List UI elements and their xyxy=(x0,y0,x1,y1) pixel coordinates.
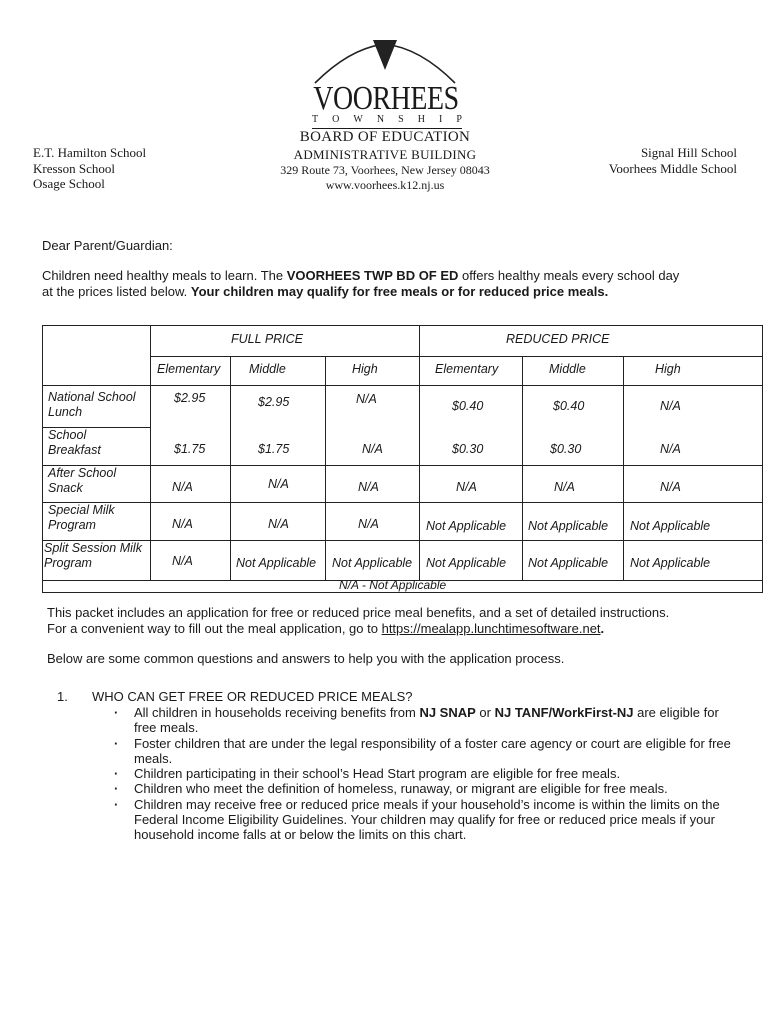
price-cell: N/A xyxy=(456,480,477,494)
price-cell: N/A xyxy=(172,480,193,494)
intro-text: Children need healthy meals to learn. The xyxy=(42,268,287,283)
subheader-high: High xyxy=(655,362,681,376)
packet-text: . xyxy=(600,621,605,636)
board-title: BOARD OF EDUCATION xyxy=(299,129,471,145)
salutation: Dear Parent/Guardian: xyxy=(42,238,173,253)
subheader-middle: Middle xyxy=(549,362,586,376)
table-gridline xyxy=(42,465,763,466)
table-gridline xyxy=(150,356,763,357)
price-cell: Not Applicable xyxy=(528,556,609,570)
price-cell: N/A xyxy=(358,517,379,531)
price-cell: $1.75 xyxy=(174,442,206,456)
eligibility-list xyxy=(112,705,732,843)
table-gridline xyxy=(419,325,420,580)
township-letter: N xyxy=(376,114,385,125)
subheader-high: High xyxy=(352,362,378,376)
list-item-text: or xyxy=(475,705,495,720)
price-cell: Not Applicable xyxy=(236,556,317,570)
school-name: Kresson School xyxy=(33,160,115,176)
price-cell: $0.30 xyxy=(452,442,484,456)
list-item: · Foster children that are under the legal responsibility of a foster care agency or court are eligible for free meals. xyxy=(112,736,732,767)
township-letter: T xyxy=(312,114,319,125)
price-cell: N/A xyxy=(268,517,289,531)
intro-text: at the prices listed below. xyxy=(42,284,191,299)
township-letters xyxy=(312,114,462,125)
question-title: WHO CAN GET FREE OR REDUCED PRICE MEALS? xyxy=(92,689,413,704)
row-label-line: Lunch xyxy=(48,405,83,419)
list-item-text: All children in households receiving benefits from xyxy=(134,705,420,720)
address: 329 Route 73, Voorhees, New Jersey 08043 xyxy=(280,163,490,177)
subheader-elementary: Elementary xyxy=(157,362,221,376)
subheader-elementary: Elementary xyxy=(435,362,499,376)
row-label-line: School xyxy=(48,428,87,442)
subheader-middle: Middle xyxy=(249,362,286,376)
schools-left xyxy=(33,145,146,192)
row-label-line: National School xyxy=(48,390,136,404)
row-label-line: Special Milk xyxy=(48,503,115,517)
school-name: Voorhees Middle School xyxy=(608,160,737,176)
price-cell: N/A xyxy=(172,554,193,568)
price-cell: N/A xyxy=(660,442,681,456)
row-label-line: Split Session Milk xyxy=(44,541,142,555)
school-name: Signal Hill School xyxy=(640,145,737,160)
table-gridline xyxy=(42,502,763,503)
township-letter: P xyxy=(456,114,462,125)
header-full-price: FULL PRICE xyxy=(231,332,304,346)
price-cell: $1.75 xyxy=(258,442,290,456)
list-item xyxy=(112,705,732,736)
price-cell: Not Applicable xyxy=(630,556,711,570)
packet-text: For a convenient way to fill out the meal application, go to xyxy=(47,621,382,636)
price-cell: N/A xyxy=(660,480,681,494)
intro-paragraph xyxy=(42,268,742,300)
schools-right xyxy=(609,145,737,176)
row-label-line: Snack xyxy=(48,481,83,495)
row-label-split-session-milk xyxy=(44,541,142,571)
school-name: E.T. Hamilton School xyxy=(33,145,147,160)
township-letter: W xyxy=(353,114,363,125)
price-cell: $2.95 xyxy=(174,391,206,405)
price-cell: N/A xyxy=(358,480,379,494)
meal-application-link[interactable]: https://mealapp.lunchtimesoftware.net xyxy=(381,621,601,636)
price-cell: Not Applicable xyxy=(426,556,507,570)
price-cell: N/A xyxy=(660,399,681,413)
township-letter: I xyxy=(439,114,443,125)
price-cell: Not Applicable xyxy=(426,519,507,533)
price-cell: N/A xyxy=(554,480,575,494)
question-number: 1. xyxy=(57,689,68,704)
qa-intro: Below are some common questions and answers to help you with the application process. xyxy=(47,651,565,666)
township-letter: O xyxy=(332,114,340,125)
row-label-snack xyxy=(48,466,116,496)
table-footnote: N/A - Not Applicable xyxy=(339,578,447,592)
brand-name: VOORHEES xyxy=(313,80,459,117)
packet-paragraph xyxy=(47,605,747,637)
row-label-lunch xyxy=(48,390,136,420)
row-label-line: Program xyxy=(44,556,92,570)
row-label-line: Breakfast xyxy=(48,443,101,457)
row-label-line: Program xyxy=(48,518,96,532)
township-letter: S xyxy=(398,114,404,125)
price-cell: N/A xyxy=(172,517,193,531)
price-cell: $2.95 xyxy=(258,395,290,409)
district-name: VOORHEES TWP BD OF ED xyxy=(286,268,459,283)
list-item: · Children participating in their school’s Head Start program are eligible for free meals. xyxy=(112,766,732,781)
price-cell: $0.40 xyxy=(553,399,585,413)
price-cell: N/A xyxy=(356,392,377,406)
intro-text: offers healthy meals every school day xyxy=(458,268,680,283)
row-label-line: After School xyxy=(48,466,117,480)
school-name: Osage School xyxy=(33,176,105,191)
price-cell: N/A xyxy=(362,442,383,456)
row-label-breakfast xyxy=(48,428,101,458)
row-label-special-milk xyxy=(48,503,115,533)
table-gridline xyxy=(522,356,523,580)
table-gridline xyxy=(42,540,763,541)
list-item: · Children may receive free or reduced price meals if your household’s income is within the limits on the Federal Income Eligibility Guidelines. Your children may qualify for free or reduced price meals if your household income falls at or below the limits on this chart. xyxy=(112,797,732,843)
table-gridline xyxy=(325,356,326,580)
price-cell: N/A xyxy=(268,477,289,491)
list-item-text: are eligible for free meals. xyxy=(134,705,719,736)
list-item: · Children who meet the definition of homeless, runaway, or migrant are eligible for free meals. xyxy=(112,781,732,796)
table-gridline xyxy=(623,356,624,580)
township-letter: H xyxy=(417,114,425,125)
price-cell: $0.30 xyxy=(550,442,582,456)
program-name: NJ TANF/WorkFirst-NJ xyxy=(494,705,634,720)
table-gridline xyxy=(42,385,763,386)
building-title: ADMINISTRATIVE BUILDING xyxy=(293,147,477,162)
program-name: NJ SNAP xyxy=(419,705,476,720)
table-gridline xyxy=(230,356,231,580)
qualify-statement: Your children may qualify for free meals or for reduced price meals. xyxy=(190,284,609,299)
packet-text: This packet includes an application for free or reduced price meal benefits, and a set of detailed instructions. xyxy=(47,605,670,620)
price-cell: Not Applicable xyxy=(630,519,711,533)
price-cell: Not Applicable xyxy=(332,556,413,570)
table-gridline xyxy=(150,325,151,580)
price-cell: $0.40 xyxy=(452,399,484,413)
website: www.voorhees.k12.nj.us xyxy=(325,178,445,192)
header-reduced-price: REDUCED PRICE xyxy=(506,332,610,346)
meal-price-table xyxy=(42,325,763,593)
price-cell: Not Applicable xyxy=(528,519,609,533)
